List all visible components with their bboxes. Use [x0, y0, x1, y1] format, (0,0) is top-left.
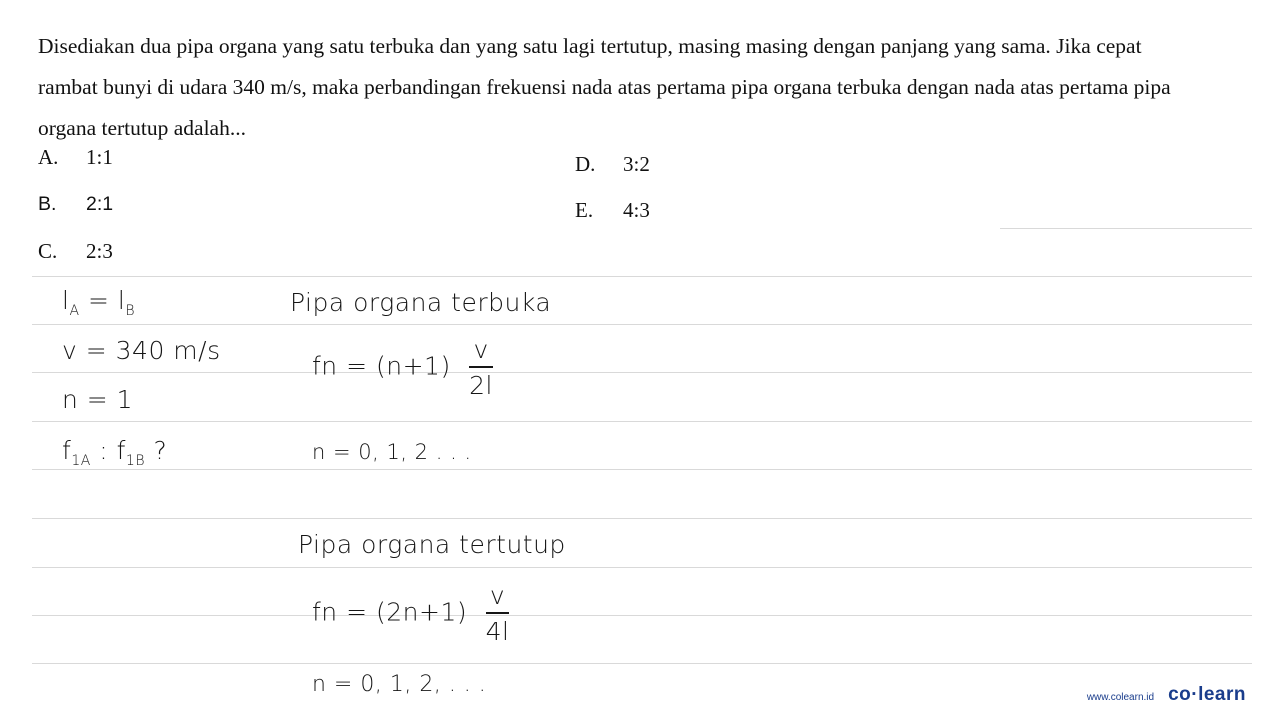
option-d-value: 3:2	[623, 152, 650, 176]
option-b-value: 2:1	[86, 193, 114, 215]
given-speed: v = 340 m/s	[62, 336, 221, 365]
ruled-line	[32, 615, 1252, 616]
option-e-letter: E.	[575, 198, 594, 222]
option-b[interactable]	[38, 193, 113, 216]
ruled-line	[32, 276, 1252, 277]
closed-pipe-fraction	[486, 582, 510, 645]
closed-pipe-numerator: v	[486, 582, 510, 614]
open-pipe-n-values: n = 0, 1, 2 . . .	[312, 440, 472, 464]
given-n: n = 1	[62, 385, 134, 414]
option-c[interactable]	[38, 239, 113, 264]
ruled-line	[32, 567, 1252, 568]
open-pipe-denominator: 2l	[469, 370, 494, 400]
ruled-line	[1000, 228, 1252, 229]
brand-footer	[1087, 684, 1246, 706]
ruled-line	[32, 663, 1252, 664]
closed-pipe-n-values: n = 0, 1, 2, . . .	[312, 672, 487, 697]
ruled-line	[32, 469, 1252, 470]
open-pipe-title: Pipa organa terbuka	[290, 288, 552, 317]
open-pipe-formula: fn = (n+1) $\frac{v}{2l}$	[312, 335, 494, 400]
closed-pipe-title: Pipa organa tertutup	[298, 530, 566, 559]
given-length: $l_A = l_B$	[62, 286, 135, 319]
option-a-letter: A.	[38, 145, 59, 169]
open-pipe-numerator: v	[469, 336, 493, 368]
closed-pipe-denominator: 4l	[485, 616, 510, 646]
asked-ratio: $f_{1A}$ : $f_{1B}$ ?	[62, 436, 168, 469]
ruled-line	[32, 421, 1252, 422]
option-e-value: 4:3	[623, 198, 650, 222]
ruled-line	[32, 518, 1252, 519]
option-e[interactable]	[575, 198, 650, 223]
brand-logo: co·learn	[1168, 684, 1246, 705]
option-c-value: 2:3	[86, 239, 113, 263]
option-b-letter: B.	[38, 193, 57, 215]
question-text: Disediakan dua pipa organa yang satu terbuka dan yang satu lagi tertutup, masing masing dengan panjang yang sama. Jika cepat rambat bunyi di udara 340 m/s, maka perbandingan frekuensi nada atas pertama pipa organa terbuka dengan nada atas pertama pipa organa tertutup adalah...	[38, 34, 1171, 140]
open-pipe-fraction	[469, 336, 493, 399]
option-a-value: 1:1	[86, 145, 113, 169]
brand-url[interactable]: www.colearn.id	[1086, 692, 1155, 703]
option-d-letter: D.	[575, 152, 596, 176]
closed-pipe-formula: fn = (2n+1) $\frac{v}{4l}$	[312, 581, 510, 646]
option-d[interactable]	[575, 152, 650, 177]
ruled-line	[32, 324, 1252, 325]
ruled-line	[32, 372, 1252, 373]
option-c-letter: C.	[38, 239, 58, 263]
option-a[interactable]	[38, 145, 113, 170]
